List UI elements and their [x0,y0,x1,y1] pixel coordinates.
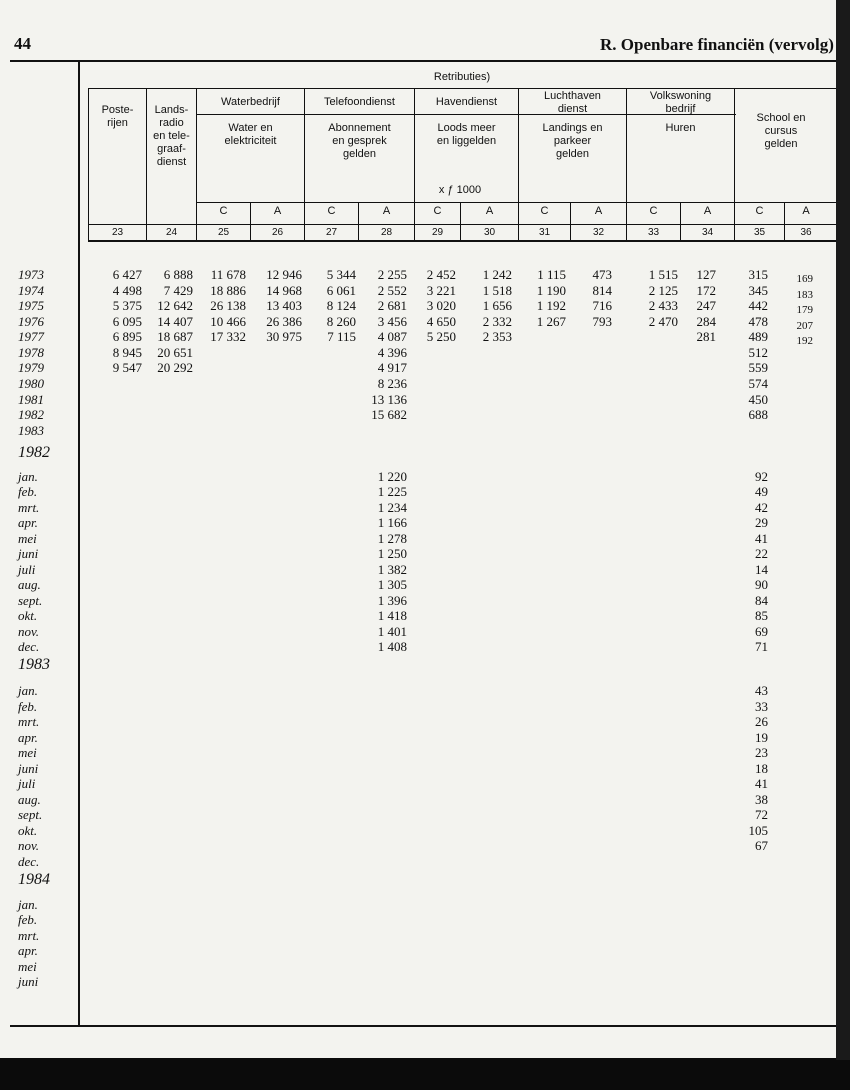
table-cell: 71 [755,639,768,654]
table-cell: 1 220 [377,469,407,484]
row-label: 1973 [18,267,44,282]
row-label: 1975 [18,298,44,313]
table-cell: 13 136 [371,392,407,407]
ca-label: C [327,205,336,217]
table-cell: 2 552 [377,283,407,298]
table-cell: 192 [796,335,813,347]
table-cell: 183 [796,289,813,301]
ca-label: A [802,205,810,217]
header-telefoondienst: Telefoondienst [324,96,395,108]
scan-border [0,1060,850,1090]
ca-label: A [485,205,494,217]
row-label: mei [18,959,37,974]
table-cell: 42 [755,500,768,515]
row-label: jan. [18,683,38,698]
page-title: R. Openbare financiën (vervolg) [600,35,834,54]
header-volkswoning: Volkswoning bedrijf [649,90,712,115]
table-cell: 2 433 [648,298,678,313]
row-label: okt. [18,608,38,623]
table-cell: 4 650 [426,314,456,329]
table-cell: 6 061 [326,283,356,298]
table-cell: 442 [748,298,768,313]
subheader-huren: Huren [665,122,696,134]
ca-label: C [540,205,549,217]
table-cell: 29 [755,515,768,530]
column-number: 32 [592,227,605,238]
table-cell: 1 190 [536,283,566,298]
table-cell: 1 250 [377,546,407,561]
table-cell: 5 250 [426,329,456,344]
row-label: feb. [18,912,38,927]
ca-label: C [219,205,228,217]
column-number: 35 [753,227,766,238]
table-cell: 26 [755,714,768,729]
number-rule [88,224,836,225]
table-cell: 14 407 [157,314,193,329]
table-cell: 1 242 [482,267,512,282]
row-label: 1982 [18,407,44,422]
top-rule [10,60,836,62]
row-label: sept. [18,593,43,608]
table-cell: 179 [796,304,813,316]
row-label: 1974 [18,283,44,298]
table-cell: 105 [748,823,768,838]
page-number: 44 [14,34,31,53]
table-cell: 127 [696,267,716,282]
table-cell: 12 642 [157,298,193,313]
subheader-luchthaven: Landings en parkeer gelden [542,122,603,160]
table-cell: 473 [592,267,612,282]
table-cell: 207 [796,320,813,332]
ca-label: A [382,205,391,217]
row-label: mei [18,745,37,760]
row-label: 1980 [18,376,44,391]
table-cell: 69 [755,624,768,639]
subheader-telefoon: Abonnement en gesprek gelden [328,122,391,160]
table-cell: 14 [755,562,768,577]
table-cell: 18 [755,761,768,776]
group-title: Retributies) [433,71,491,83]
table-cell: 84 [755,593,768,608]
subheader-water: Water en elektriciteit [224,122,277,147]
table-cell: 17 332 [210,329,246,344]
column-number: 26 [271,227,284,238]
table-cell: 512 [748,345,768,360]
row-label: feb. [18,699,38,714]
group-rule [88,88,836,89]
row-label: 1976 [18,314,44,329]
table-cell: 43 [755,683,768,698]
table-cell: 6 427 [112,267,142,282]
table-cell: 814 [592,283,612,298]
row-label: dec. [18,639,40,654]
row-label: mei [18,531,37,546]
table-cell: 1 278 [377,531,407,546]
table-cell: 33 [755,699,768,714]
table-cell: 4 917 [377,360,407,375]
table-cell: 10 466 [210,314,246,329]
column-number: 24 [165,227,178,238]
table-cell: 169 [796,273,813,285]
table-cell: 559 [748,360,768,375]
row-label: juni [18,761,39,776]
table-cell: 4 498 [112,283,142,298]
table-cell: 41 [755,531,768,546]
table-cell: 18 687 [157,329,193,344]
table-cell: 1 401 [377,624,407,639]
table-cell: 1 192 [536,298,566,313]
row-label: jan. [18,469,38,484]
column-number: 25 [217,227,230,238]
column-number: 36 [800,227,812,238]
table-cell: 3 221 [426,283,456,298]
table-cell: 2 332 [482,314,512,329]
table-cell: 1 418 [377,608,407,623]
row-label: juni [18,974,39,989]
ca-label: A [273,205,282,217]
subheader-haven: Loods meer en liggelden [436,122,497,147]
table-cell: 23 [755,745,768,760]
column-number: 30 [483,227,496,238]
row-label: feb. [18,484,38,499]
column-number: 29 [431,227,444,238]
ca-rule [196,202,836,203]
col-line [414,88,415,241]
table-cell: 12 946 [266,267,302,282]
table-cell: 1 408 [377,639,407,654]
row-label: mrt. [18,714,40,729]
row-label: 1979 [18,360,44,375]
table-cell: 172 [696,283,716,298]
table-cell: 284 [696,314,716,329]
table-cell: 2 470 [648,314,678,329]
stub-divider [78,60,80,1026]
row-label: 1983 [18,423,44,438]
table-cell: 1 115 [537,267,566,282]
table-cell: 489 [748,329,768,344]
table-cell: 1 515 [648,267,678,282]
table-cell: 15 682 [371,407,407,422]
row-label: juli [18,776,36,791]
row-label: nov. [18,838,40,853]
header-havendienst: Havendienst [435,96,498,108]
row-label: 1984 [18,871,50,888]
table-cell: 13 403 [266,298,302,313]
row-label: okt. [18,823,38,838]
table-cell: 247 [696,298,716,313]
row-label: jan. [18,897,38,912]
table-cell: 5 344 [326,267,356,282]
header-posterijen: Poste- rijen [101,104,134,129]
table-cell: 793 [592,314,612,329]
ca-label: A [703,205,712,217]
table-cell: 11 678 [210,267,246,282]
table-cell: 38 [755,792,768,807]
column-number: 23 [111,227,124,238]
header-end-rule [88,240,836,242]
table-cell: 281 [696,329,716,344]
table-cell: 688 [748,407,768,422]
table-cell: 4 087 [377,329,407,344]
row-label: 1981 [18,392,44,407]
table-cell: 90 [755,577,768,592]
ca-label: C [649,205,658,217]
bottom-rule [10,1025,836,1027]
ca-label: A [594,205,603,217]
row-label: aug. [18,577,41,592]
table-cell: 26 386 [266,314,302,329]
table-cell: 6 895 [112,329,142,344]
table-cell: 1 267 [536,314,566,329]
table-cell: 9 547 [112,360,142,375]
table-cell: 41 [755,776,768,791]
column-number: 27 [325,227,338,238]
table-cell: 22 [755,546,768,561]
row-label: aug. [18,792,41,807]
table-cell: 6 888 [163,267,193,282]
row-label: 1978 [18,345,44,360]
table-cell: 1 234 [377,500,407,515]
table-cell: 85 [755,608,768,623]
table-cell: 20 292 [157,360,193,375]
row-label: nov. [18,624,40,639]
table-cell: 3 020 [426,298,456,313]
row-label: mrt. [18,928,40,943]
table-cell: 5 375 [112,298,142,313]
table-cell: 2 452 [426,267,456,282]
row-label: dec. [18,854,40,869]
table-cell: 1 305 [377,577,407,592]
column-number: 31 [538,227,551,238]
table-cell: 8 260 [326,314,356,329]
col-line [734,88,735,241]
row-label: juli [18,562,36,577]
table-cell: 2 125 [648,283,678,298]
ca-label: C [433,205,442,217]
table-cell: 18 886 [210,283,246,298]
table-cell: 2 353 [482,329,512,344]
column-number: 33 [647,227,660,238]
column-number: 34 [701,227,714,238]
row-label: 1977 [18,329,44,344]
row-label: apr. [18,515,38,530]
col-line [196,88,197,241]
table-cell: 315 [748,267,768,282]
table-cell: 1 518 [482,283,512,298]
col-line [304,88,305,241]
header-landsradio: Lands- radio en tele- graaf- dienst [153,104,190,168]
book-spine-edge [836,0,850,1090]
table-cell: 26 138 [210,298,246,313]
table-cell: 1 656 [482,298,512,313]
row-label: 1983 [18,656,50,673]
table-cell: 1 382 [377,562,407,577]
table-cell: 2 255 [377,267,407,282]
table-cell: 1 225 [377,484,407,499]
table-cell: 4 396 [377,345,407,360]
table-cell: 67 [755,838,768,853]
row-label: sept. [18,807,43,822]
table-cell: 8 945 [112,345,142,360]
table-cell: 1 166 [377,515,407,530]
table-cell: 8 236 [377,376,407,391]
row-label: 1982 [18,444,50,461]
table-cell: 3 456 [377,314,407,329]
table-cell: 478 [748,314,768,329]
row-label: apr. [18,730,38,745]
table-cell: 8 124 [326,298,356,313]
table-cell: 14 968 [266,283,302,298]
table-cell: 7 115 [327,329,356,344]
row-label: juni [18,546,39,561]
table-cell: 30 975 [266,329,302,344]
table-cell: 574 [748,376,768,391]
table-cell: 92 [755,469,768,484]
row-label: apr. [18,943,38,958]
table-cell: 20 651 [157,345,193,360]
table-cell: 345 [748,283,768,298]
table-cell: 19 [755,730,768,745]
table-cell: 2 681 [377,298,407,313]
table-cell: 1 396 [377,593,407,608]
column-number: 28 [380,227,393,238]
row-label: mrt. [18,500,40,515]
table-cell: 716 [592,298,612,313]
header-waterbedrijf: Waterbedrijf [221,96,280,108]
table-cell: 450 [748,392,768,407]
table-cell: 72 [755,807,768,822]
table-cell: 6 095 [112,314,142,329]
unit-label: x ƒ 1000 [438,184,482,196]
ca-label: C [755,205,764,217]
table-cell: 49 [755,484,768,499]
header-luchthaven: Luchthaven dienst [544,90,601,115]
header-school: School en cursus gelden [756,112,806,150]
table-cell: 7 429 [163,283,193,298]
